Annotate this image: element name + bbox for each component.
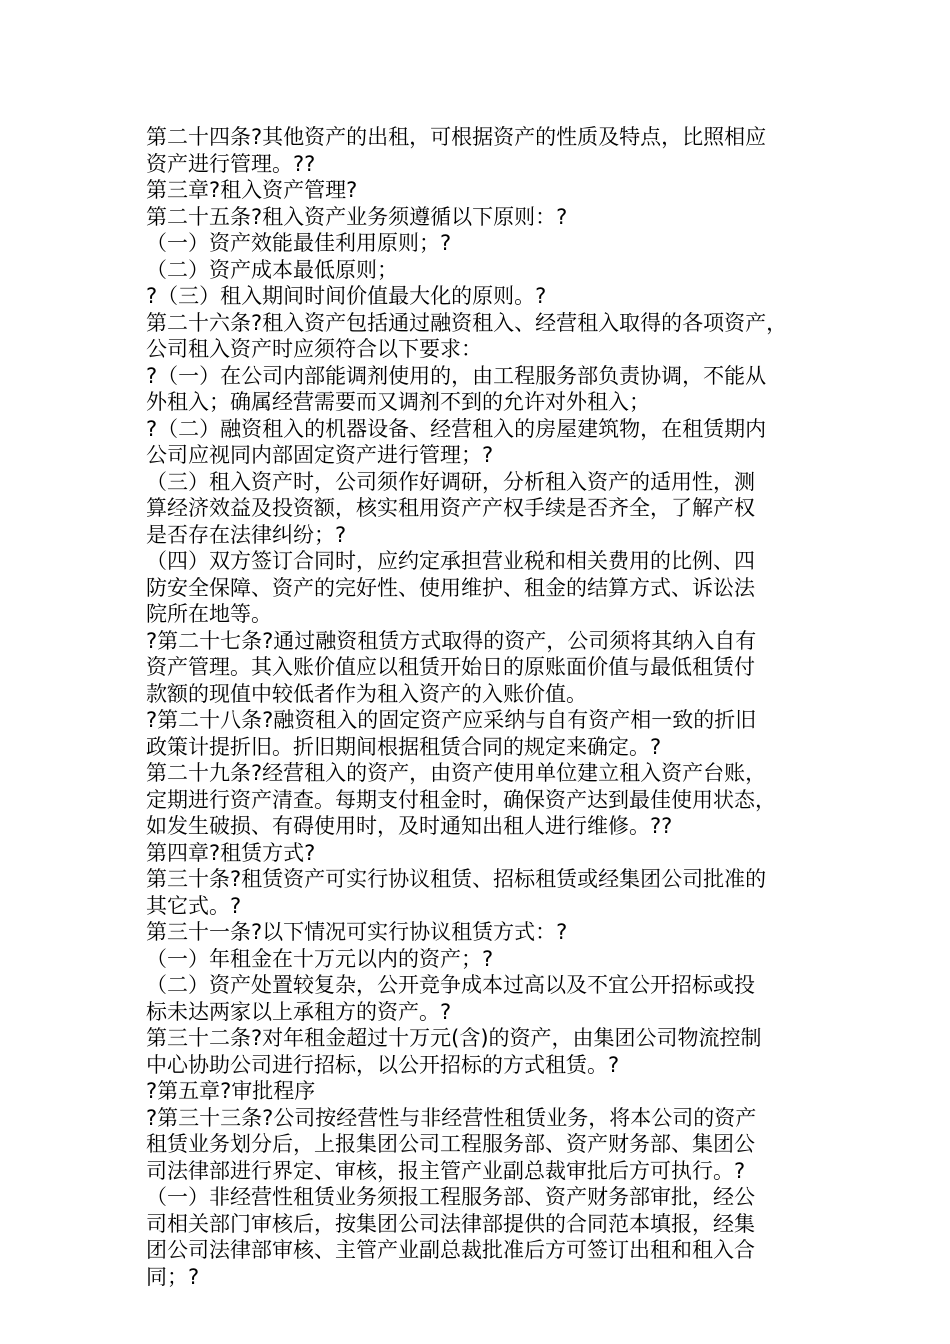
text-line: 是否存在法律纠纷；? <box>146 522 347 547</box>
text-line: 司相关部门审核后，按集团公司法律部提供的合同范本填报，经集 <box>146 1211 755 1236</box>
text-line: （三）租入资产时，公司须作好调研，分析租入资产的适用性，测 <box>146 469 755 494</box>
text-line: ?（二）融资租入的机器设备、经营租入的房屋建筑物，在租赁期内 <box>146 416 767 441</box>
text-line: 第二十九条?经营租入的资产，由资产使用单位建立租入资产台账， <box>146 761 767 785</box>
text-line: 政策计提折旧。折旧期间根据租赁合同的规定来确定。? <box>146 734 662 759</box>
text-line: ?（一）在公司内部能调剂使用的，由工程服务部负责协调，不能从 <box>146 363 767 388</box>
text-line: 第三十二条?对年租金超过十万元(含)的资产，由集团公司物流控制 <box>146 1026 762 1050</box>
chapter-heading: 第三章?租入资产管理? <box>146 178 358 202</box>
text-line: 如发生破损、有碍使用时，及时通知出租人进行维修。?? <box>146 814 673 838</box>
text-line: （四）双方签订合同时，应约定承担营业税和相关费用的比例、四 <box>146 549 755 573</box>
chapter-heading: ?第五章?审批程序 <box>146 1079 316 1103</box>
text-line: 第二十五条?租入资产业务须遵循以下原则：? <box>146 204 568 229</box>
text-line: 院所在地等。 <box>146 602 272 626</box>
chapter-heading: 第四章?租赁方式? <box>146 840 316 865</box>
text-line: （二）资产处置较复杂，公开竞争成本过高以及不宜公开招标或投 <box>146 973 755 997</box>
text-line: 中心协助公司进行招标，以公开招标的方式租赁。? <box>146 1052 620 1077</box>
text-line: ?第二十七条?通过融资租赁方式取得的资产，公司须将其纳入自有 <box>146 628 757 653</box>
text-line: 第三十一条?以下情况可实行协议租赁方式：? <box>146 920 568 944</box>
text-line: 公司应视同内部固定资产进行管理；? <box>146 443 494 467</box>
text-line: 款额的现值中较低者作为租入资产的入账价值。 <box>146 681 587 706</box>
text-line: （一）非经营性租赁业务须报工程服务部、资产财务部审批，经公 <box>146 1185 755 1209</box>
text-line: 第二十六条?租入资产包括通过融资租入、经营租入取得的各项资产， <box>146 310 788 335</box>
text-line: 防安全保障、资产的完好性、使用维护、租金的结算方式、诉讼法 <box>146 575 755 600</box>
text-line: 定期进行资产清查。每期支付租金时，确保资产达到最佳使用状态， <box>146 787 776 812</box>
text-line: ?第三十三条?公司按经营性与非经营性租赁业务，将本公司的资产 <box>146 1105 757 1130</box>
text-line: （一）年租金在十万元以内的资产；? <box>146 946 494 971</box>
text-line: 司法律部进行界定、审核，报主管产业副总裁审批后方可执行。? <box>146 1158 746 1183</box>
text-line: 第三十条?租赁资产可实行协议租赁、招标租赁或经集团公司批准的 <box>146 867 767 891</box>
text-line: 外租入；确属经营需要而又调剂不到的允许对外租入； <box>146 390 650 414</box>
text-line: 团公司法律部审核、主管产业副总裁批准后方可签订出租和租入合 <box>146 1238 755 1262</box>
document-page <box>146 124 810 1290</box>
text-line: 资产进行管理。?? <box>146 151 316 176</box>
text-line: 其它式。? <box>146 893 242 918</box>
text-line: ?第二十八条?融资租入的固定资产应采纳与自有资产相一致的折旧 <box>146 708 757 732</box>
text-line: 公司租入资产时应须符合以下要求： <box>146 337 482 361</box>
text-line: 标未达两家以上承租方的资产。? <box>146 999 452 1024</box>
text-line: 租赁业务划分后，上报集团公司工程服务部、资产财务部、集团公 <box>146 1132 755 1156</box>
text-line: 算经济效益及投资额，核实租用资产产权手续是否齐全，了解产权 <box>146 496 755 520</box>
text-line: 第二十四条?其他资产的出租，可根据资产的性质及特点，比照相应 <box>146 125 767 149</box>
text-line: 同；? <box>146 1264 200 1289</box>
text-line: 资产管理。其入账价值应以租赁开始日的原账面价值与最低租赁付 <box>146 655 755 679</box>
text-line: （一）资产效能最佳利用原则；? <box>146 231 452 255</box>
text-line: （二）资产成本最低原则； <box>146 257 398 282</box>
text-line: ?（三）租入期间时间价值最大化的原则。? <box>146 284 547 308</box>
